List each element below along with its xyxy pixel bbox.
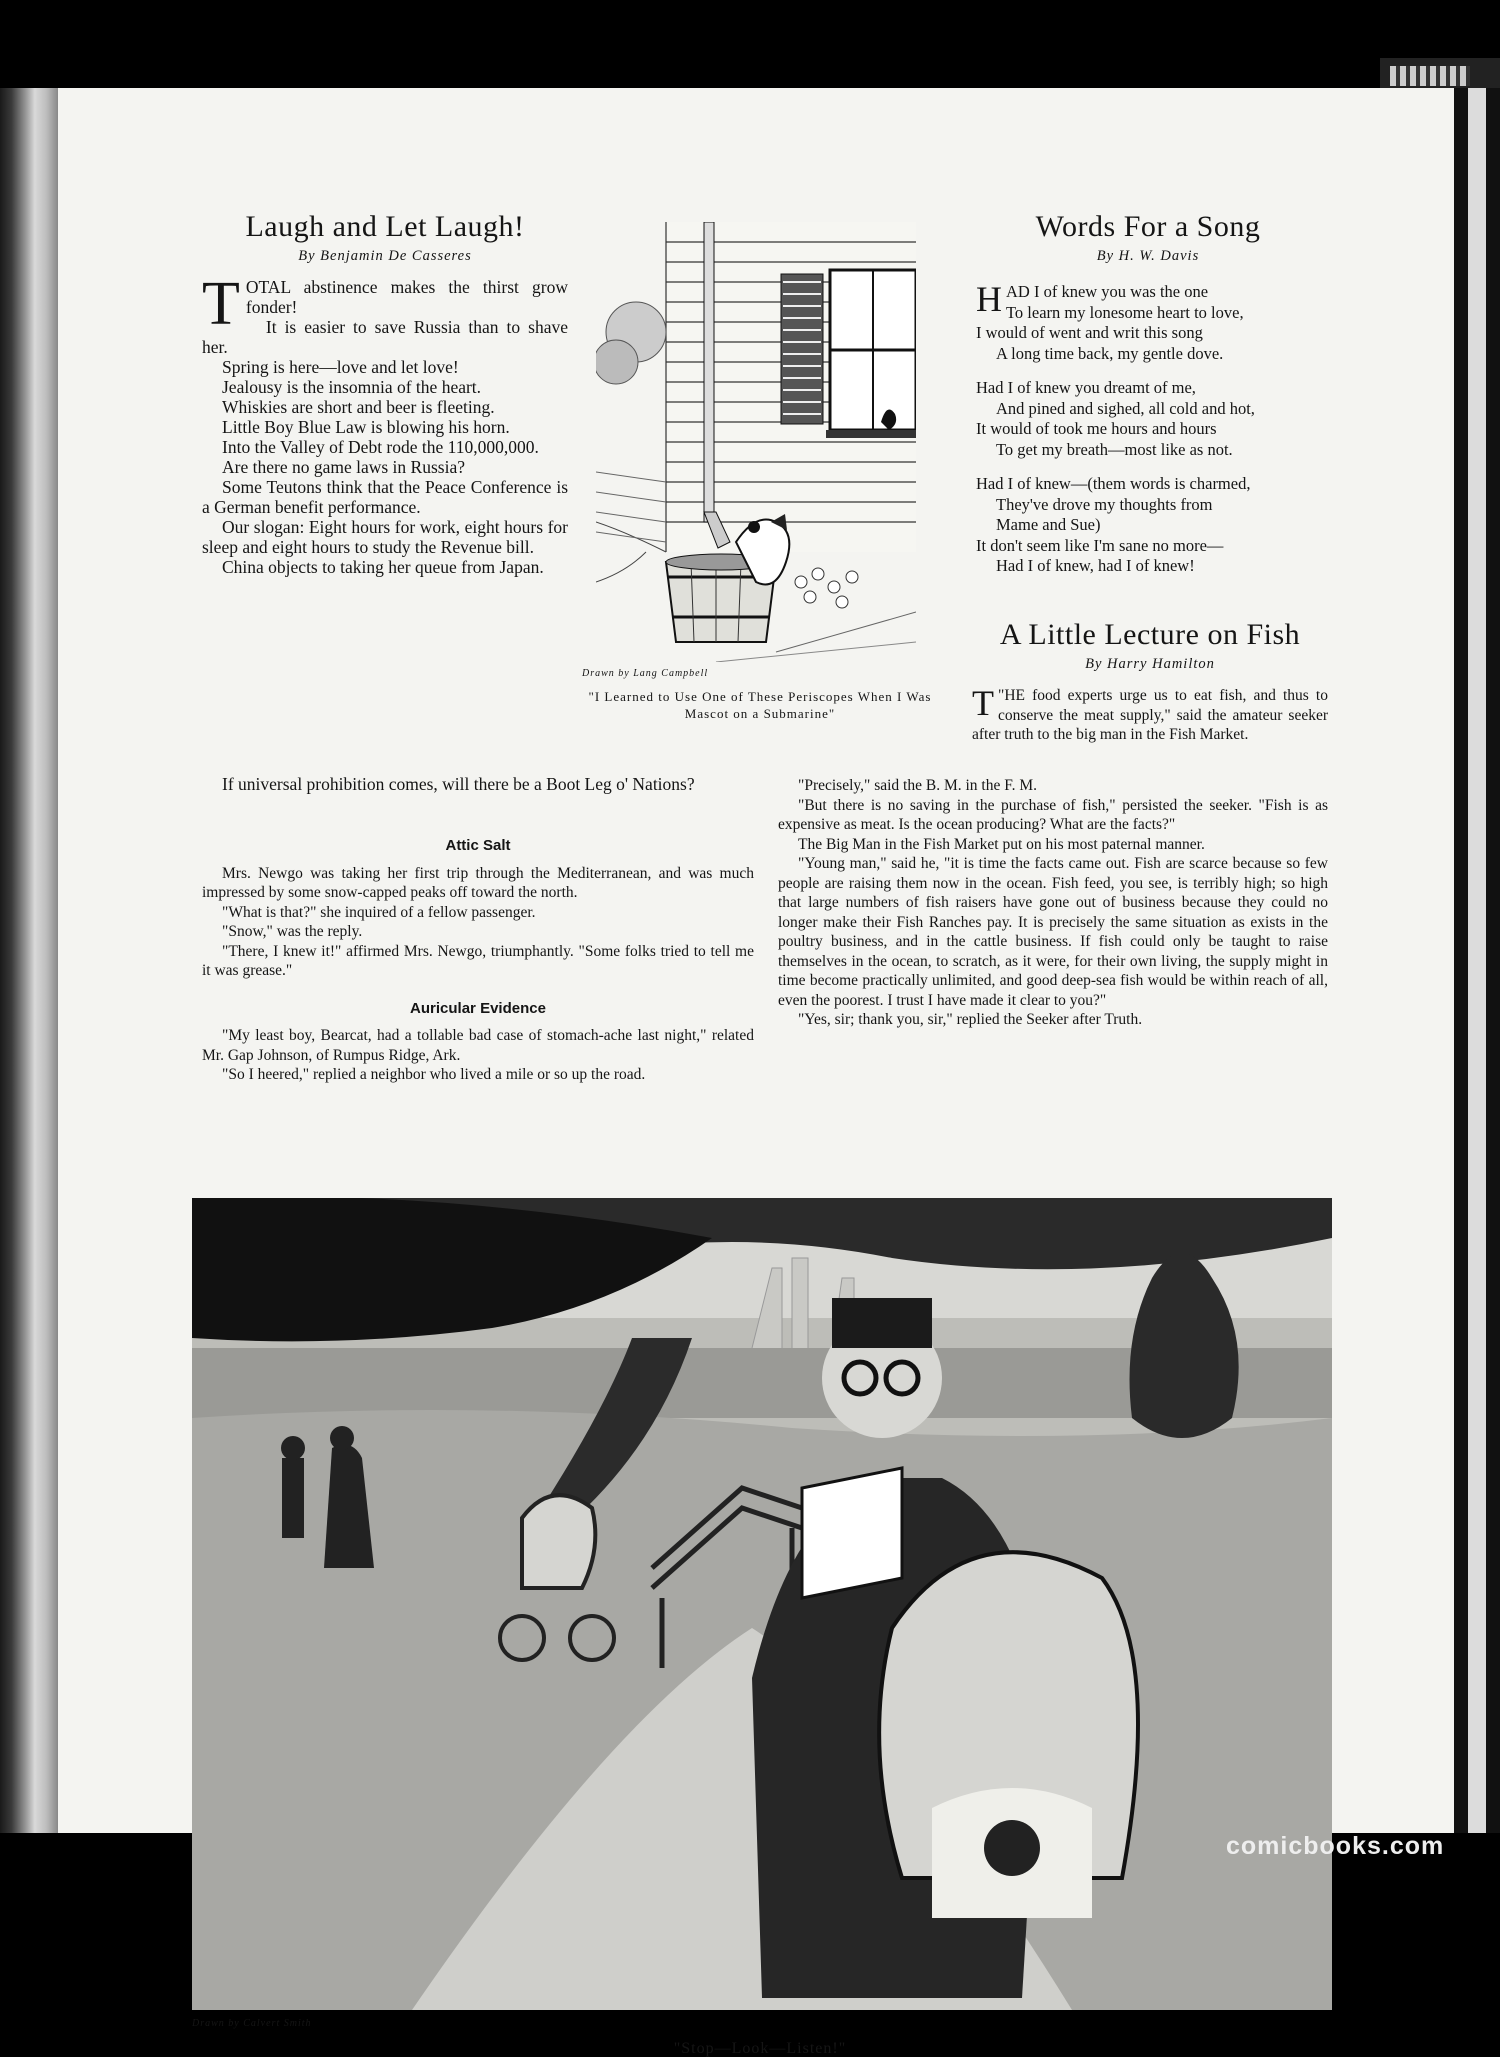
- fish-body: [778, 776, 1328, 1030]
- fish-para: "But there is no saving in the purchase of fish," persisted the seeker. "Fish is as expensive as meat. Is the ocean producing? What are the facts?": [778, 796, 1328, 833]
- laugh-article: [202, 210, 568, 577]
- auricular-para: "So I heered," replied a neighbor who lived a mile or so up the road.: [222, 1066, 646, 1083]
- poem-line: And pined and sighed, all cold and hot,: [996, 398, 1255, 418]
- laugh-title: Laugh and Let Laugh!: [245, 210, 525, 243]
- poem-line: I would of went and writ this song: [976, 323, 1203, 342]
- fish-para: "Young man," said he, "it is time the facts came out. Fish are scarce because so few people are raising them now in the ocean. Fish feed, you see, is terribly high; so high that large numbers of fish raisers have gone out of business because they could no longer make their Fish Ranches pay. It is precisely the same situation as exists in the poultry business, and in the cattle business. If fish could only be taught to raise themselves in the ocean, to scratch, as it were, for their own living, the supply might in time become practically unlimited, and good deep-sea fish would be within reach of all, even the poorest. I trust I have made it clear to you?": [778, 855, 1328, 1009]
- attic-para: "What is that?" she inquired of a fellow passenger.: [222, 903, 536, 921]
- auricular-title: Auricular Evidence: [410, 999, 546, 1017]
- attic-para: Mrs. Newgo was taking her first trip through the Mediterranean, and was much impressed by some snow-capped peaks off toward the north.: [202, 864, 754, 901]
- laugh-dropcap: T: [202, 270, 240, 338]
- poem-line: Had I of knew—(them words is charmed,: [976, 474, 1251, 493]
- attic-title: Attic Salt: [445, 837, 511, 854]
- page-right-edge: [1454, 88, 1500, 1833]
- fish-intro: [972, 683, 1328, 745]
- park-illustration-detail: [192, 1198, 1332, 2010]
- song-dropcap: H: [976, 279, 1002, 319]
- fish-para: "Precisely," said the B. M. in the F. M.: [798, 777, 1038, 794]
- periscope-illustration: [596, 222, 916, 662]
- poem-line: They've drove my thoughts from: [996, 494, 1213, 514]
- poem-line: AD I of knew you was the one: [1006, 282, 1209, 301]
- laugh-byline: By Benjamin De Casseres: [298, 248, 472, 264]
- laugh-para: China objects to taking her queue from Japan.: [222, 557, 544, 577]
- song-poem: [976, 279, 1336, 591]
- wicker-pram: [879, 1552, 1138, 1918]
- watermark: comicbooks.com: [1226, 1832, 1445, 1860]
- laugh-para: Are there no game laws in Russia?: [222, 457, 465, 477]
- poem-line: To learn my lonesome heart to love,: [1006, 302, 1244, 322]
- laugh-body: [202, 270, 568, 577]
- poem-line: It don't seem like I'm sane no more—: [976, 535, 1224, 555]
- poem-line: To get my breath—most like as not.: [996, 439, 1233, 459]
- fish-first: HE food experts urge us to eat fish, and thus to conserve the meat supply," said the amateur seeker after truth to the big man in the Fish Market.: [972, 687, 1328, 743]
- laugh-first: OTAL abstinence makes the thirst grow fonder!: [245, 277, 568, 317]
- credit-1: Drawn by Lang Campbell: [582, 668, 709, 679]
- poem-line: Had I of knew you dreamt of me,: [976, 378, 1196, 397]
- laugh-para: Jealousy is the insomnia of the heart.: [222, 377, 482, 397]
- caption-2: "Stop—Look—Listen!": [673, 2040, 847, 2057]
- poem-line: A long time back, my gentle dove.: [996, 343, 1224, 363]
- laugh-para: Into the Valley of Debt rode the 110,000,000.: [222, 437, 539, 457]
- laugh-wide-para: [202, 774, 762, 794]
- song-byline: By H. W. Davis: [1096, 248, 1200, 264]
- fish-dropcap: T: [972, 683, 994, 723]
- credit-2: Drawn by Calvert Smith: [192, 2018, 312, 2029]
- laugh-para: Whiskies are short and beer is fleeting.: [222, 397, 495, 417]
- laugh-para: Our slogan: Eight hours for work, eight hours for sleep and eight hours to study the Revenue bill.: [202, 517, 568, 557]
- poem-line: Mame and Sue): [996, 515, 1101, 534]
- park-scene-detail: [192, 1198, 1332, 2010]
- attic-salt: [202, 822, 754, 1085]
- book-spine: [0, 88, 58, 1833]
- fish-header: [968, 618, 1332, 681]
- attic-para: "Snow," was the reply.: [222, 923, 363, 940]
- poem-line: It would of took me hours and hours: [976, 419, 1217, 438]
- song-article: [968, 210, 1328, 277]
- laugh-para: Spring is here—love and let love!: [222, 357, 459, 377]
- laugh-para: Little Boy Blue Law is blowing his horn.: [222, 417, 510, 437]
- attic-para: "There, I knew it!" affirmed Mrs. Newgo, triumphantly. "Some folks tried to tell me it was grease.": [202, 942, 754, 979]
- house-rainbarrel-drawing: [596, 222, 916, 662]
- poem-line: Had I of knew, had I of knew!: [996, 556, 1195, 575]
- fish-byline: By Harry Hamilton: [1085, 656, 1215, 672]
- laugh-para-wide: If universal prohibition comes, will there be a Boot Leg o' Nations?: [222, 774, 695, 794]
- fish-title: A Little Lecture on Fish: [999, 618, 1301, 651]
- fish-para: "Yes, sir; thank you, sir," replied the Seeker after Truth.: [798, 1011, 1143, 1028]
- song-title: Words For a Song: [1035, 210, 1261, 243]
- laugh-para: Some Teutons think that the Peace Conference is a German benefit performance.: [202, 477, 568, 517]
- caption-1: "I Learned to Use One of These Periscopes When I Was Mascot on a Submarine": [588, 689, 932, 721]
- auricular-para: "My least boy, Bearcat, had a tollable bad case of stomach-ache last night," related Mr. Gap Johnson, of Rumpus Ridge, Ark.: [202, 1027, 754, 1064]
- fish-open-quote: ": [998, 687, 1005, 704]
- fish-para: The Big Man in the Fish Market put on his most paternal manner.: [798, 835, 1205, 853]
- laugh-para: It is easier to save Russia than to shave her.: [202, 317, 568, 357]
